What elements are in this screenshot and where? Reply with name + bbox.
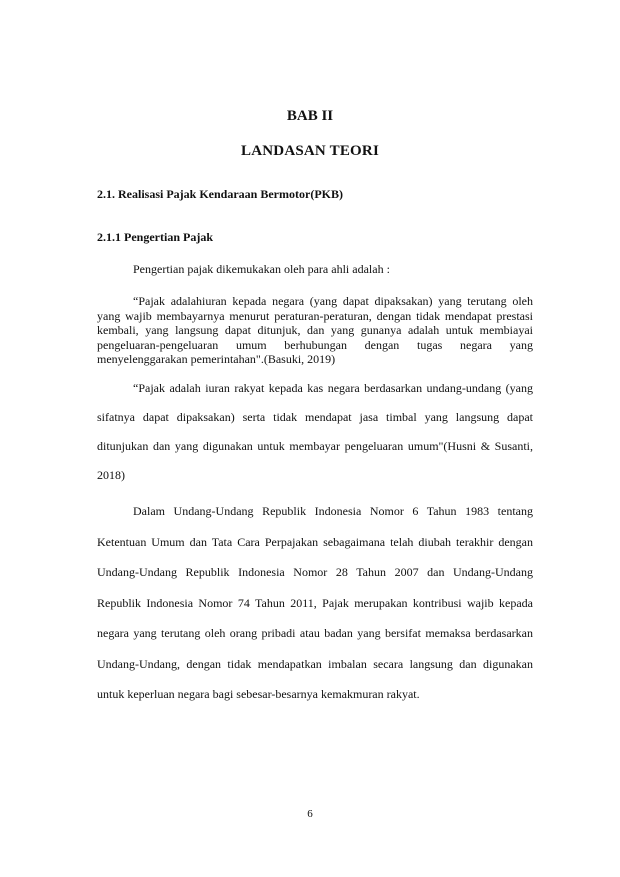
quote-basuki bbox=[97, 294, 533, 367]
intro-line: Pengertian pajak dikemukakan oleh para ahli adalah : bbox=[133, 262, 390, 276]
body-paragraph: Dalam Undang-Undang Republik Indonesia Nomor 6 Tahun 1983 tentang Ketentuan Umum dan Tata Cara Perpajakan sebagaimana telah diubah terakhir dengan Undang-Undang Republik Indonesia Nomor 28 Tahun 2007 dan Undang-Undang Republik Indonesia Nomor 74 Tahun 2011, Pajak merupakan kontribusi wajib kepada negara yang terutang oleh orang pribadi atau badan yang bersifat memaksa berdasarkan Undang-Undang, dengan tidak mendapatkan imbalan secara langsung dan digunakan untuk keperluan negara bagi sebesar-besarnya kemakmuran rakyat. bbox=[97, 504, 533, 701]
quote-husni-susanti: “Pajak adalah iuran rakyat kepada kas negara berdasarkan undang-undang (yang sifatnya dapat dipaksakan) serta tidak mendapat jasa timbal yang langsung dapat ditunjukan dan yang digunakan untuk membayar pengeluaran umum"(Husni & Susanti, 2018) bbox=[97, 381, 533, 482]
chapter-title: LANDASAN TEORI bbox=[241, 143, 379, 159]
quote-basuki-text: “Pajak adalahiuran kepada negara (yang dapat dipaksakan) yang terutang oleh yang wajib membayarnya menurut peraturan-peraturan, dengan tidak mendapat prestasi kembali, yang langsung dapat ditunjuk, dan yang gunanya adalah untuk membiayai pengeluaran-pengeluaran umum berhubungan dengan tugas negara yang menyelenggarakan pemerintahan".(Basuki, 2019) bbox=[97, 294, 533, 366]
page-number: 6 bbox=[307, 808, 313, 820]
section-heading-2-1: 2.1. Realisasi Pajak Kendaraan Bermotor(PKB) bbox=[97, 187, 343, 201]
chapter-number: BAB II bbox=[286, 108, 334, 124]
section-heading-2-1-1: 2.1.1 Pengertian Pajak bbox=[97, 230, 213, 244]
